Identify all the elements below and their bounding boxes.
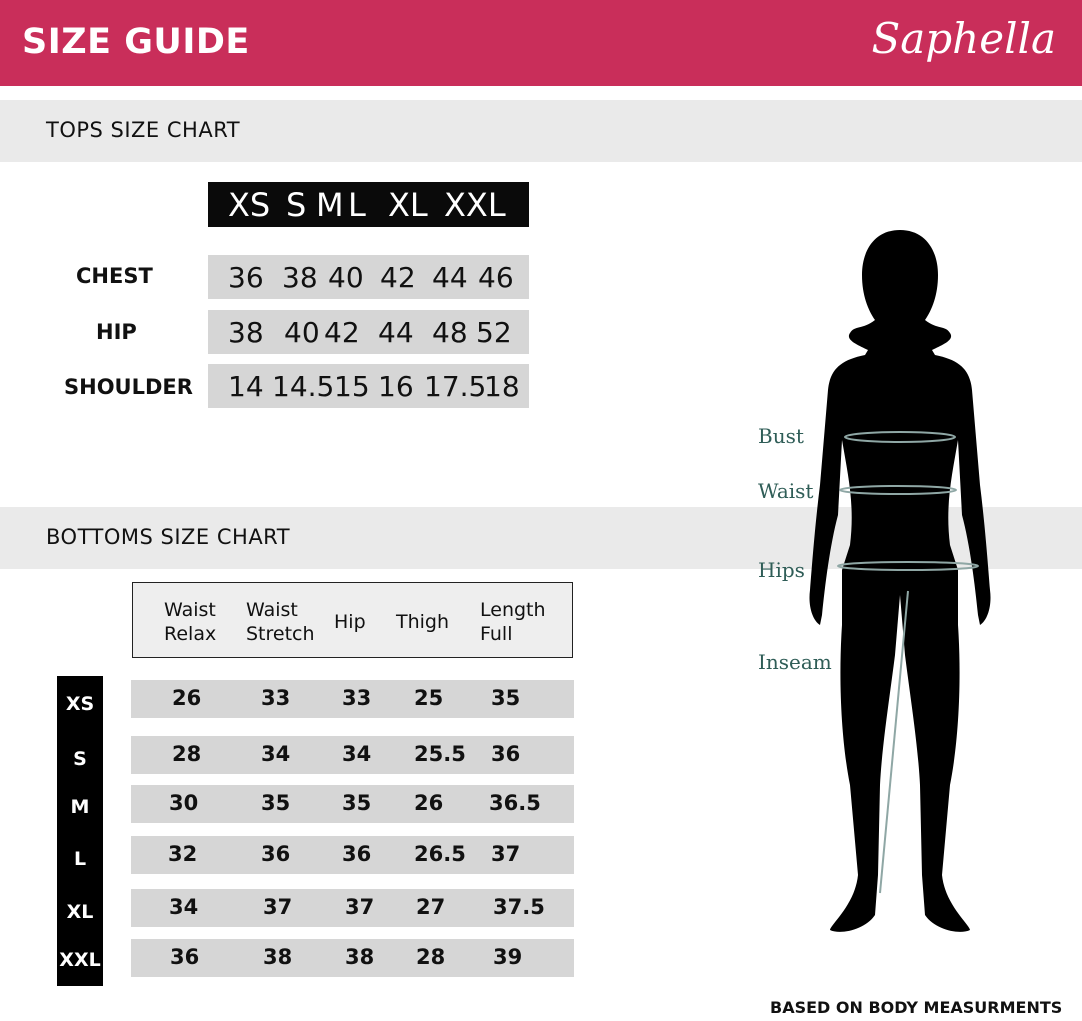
tops-size-m: M [316, 185, 344, 224]
bottoms-cell: 35 [261, 791, 291, 815]
bottoms-cell: 35 [342, 791, 372, 815]
bottoms-cell: 25 [414, 686, 444, 710]
column-waist-relax [164, 598, 216, 646]
bottoms-cell: 33 [342, 686, 372, 710]
tops-size-s: S [286, 185, 307, 224]
bottoms-cell: 34 [169, 895, 199, 919]
bottoms-size-l: L [73, 848, 87, 870]
bottoms-cell: 36 [261, 842, 291, 866]
bottoms-cell: 36 [170, 945, 200, 969]
tops-cell: 18 [484, 369, 520, 403]
bottoms-section-title: BOTTOMS SIZE CHART [46, 525, 291, 549]
tops-cell: 48 [432, 315, 468, 349]
measure-label-waist: Waist [758, 479, 814, 503]
tops-cell: 38 [228, 315, 264, 349]
body-silhouette [750, 225, 1030, 949]
tops-row-label-hip: HIP [96, 320, 137, 344]
bottoms-cell: 37 [491, 842, 521, 866]
bottoms-cell: 39 [493, 945, 523, 969]
bottoms-cell: 36.5 [489, 791, 541, 815]
bottoms-size-xs: XS [65, 693, 95, 715]
tops-cell: 42 [380, 260, 416, 294]
tops-size-header [208, 182, 529, 227]
tops-section-title: TOPS SIZE CHART [46, 118, 241, 142]
tops-cell: 52 [476, 315, 512, 349]
tops-cell: 17.5 [424, 369, 487, 403]
brand-logo: Saphella [871, 14, 1056, 63]
tops-cell: 14 [228, 369, 264, 403]
bottoms-row-m [131, 785, 574, 823]
body-silhouette-icon [750, 225, 1030, 945]
tops-row-hip [208, 310, 529, 354]
bottoms-cell: 26 [414, 791, 444, 815]
tops-size-xs: XS [228, 185, 271, 224]
tops-cell: 38 [282, 260, 318, 294]
bottoms-band-right [1036, 507, 1082, 569]
bottoms-cell: 26.5 [414, 842, 466, 866]
bottoms-cell: 27 [416, 895, 446, 919]
bottoms-cell: 35 [491, 686, 521, 710]
tops-section-band [0, 100, 1082, 162]
column-line: Relax [164, 623, 217, 645]
column-line: Thigh [396, 611, 450, 633]
page-title: SIZE GUIDE [22, 22, 250, 62]
bottoms-cell: 28 [172, 742, 202, 766]
column-waist-stretch [246, 598, 315, 646]
bottoms-cell: 30 [169, 791, 199, 815]
bottoms-row-s [131, 736, 574, 774]
tops-cell: 16 [378, 369, 414, 403]
tops-cell: 14.5 [272, 369, 335, 403]
column-line: Hip [334, 611, 366, 633]
column-hip [334, 610, 366, 634]
footer-note: BASED ON BODY MEASURMENTS [770, 998, 1063, 1017]
tops-cell: 36 [228, 260, 264, 294]
column-thigh [396, 610, 449, 634]
bottoms-cell: 34 [261, 742, 291, 766]
measure-label-bust: Bust [758, 424, 804, 448]
bottoms-cell: 37 [263, 895, 293, 919]
bottoms-cell: 33 [261, 686, 291, 710]
bottoms-row-l [131, 836, 574, 874]
tops-cell: 40 [328, 260, 364, 294]
tops-row-label-shoulder: SHOULDER [64, 375, 193, 399]
tops-row-chest [208, 255, 529, 299]
bottoms-size-s: S [73, 748, 87, 770]
bottoms-row-xl [131, 889, 574, 927]
header-bar [0, 0, 1082, 86]
tops-cell: 44 [432, 260, 468, 294]
column-line: Full [480, 623, 513, 645]
bottoms-cell: 37 [345, 895, 375, 919]
tops-cell: 15 [334, 369, 370, 403]
bottoms-size-xxl: XXL [59, 949, 101, 971]
bottoms-row-xs [131, 680, 574, 718]
tops-size-l: L [348, 185, 366, 224]
bottoms-cell: 34 [342, 742, 372, 766]
bottoms-cell: 38 [345, 945, 375, 969]
bottoms-column-header [132, 582, 573, 658]
tops-row-label-chest: CHEST [76, 264, 153, 288]
bottoms-cell: 37.5 [493, 895, 545, 919]
bottoms-cell: 28 [416, 945, 446, 969]
tops-cell: 46 [478, 260, 514, 294]
tops-cell: 44 [378, 315, 414, 349]
tops-cell: 42 [324, 315, 360, 349]
bottoms-row-xxl [131, 939, 574, 977]
tops-size-xl: XL [388, 185, 428, 224]
bottoms-cell: 38 [263, 945, 293, 969]
bottoms-size-column [57, 676, 103, 986]
column-line: Waist [164, 599, 216, 621]
bottoms-size-m: M [70, 796, 90, 818]
measure-label-hips: Hips [758, 558, 805, 582]
bottoms-cell: 32 [168, 842, 198, 866]
bottoms-cell: 25.5 [414, 742, 466, 766]
bottoms-cell: 36 [491, 742, 521, 766]
column-line: Length [480, 599, 546, 621]
bottoms-cell: 36 [342, 842, 372, 866]
tops-cell: 40 [284, 315, 320, 349]
bottoms-cell: 26 [172, 686, 202, 710]
tops-size-xxl: XXL [444, 185, 506, 224]
column-length-full [480, 598, 546, 646]
column-line: Waist [246, 599, 298, 621]
column-line: Stretch [246, 623, 315, 645]
tops-row-shoulder [208, 364, 529, 408]
bottoms-size-xl: XL [66, 901, 94, 923]
measure-label-inseam: Inseam [758, 650, 832, 674]
